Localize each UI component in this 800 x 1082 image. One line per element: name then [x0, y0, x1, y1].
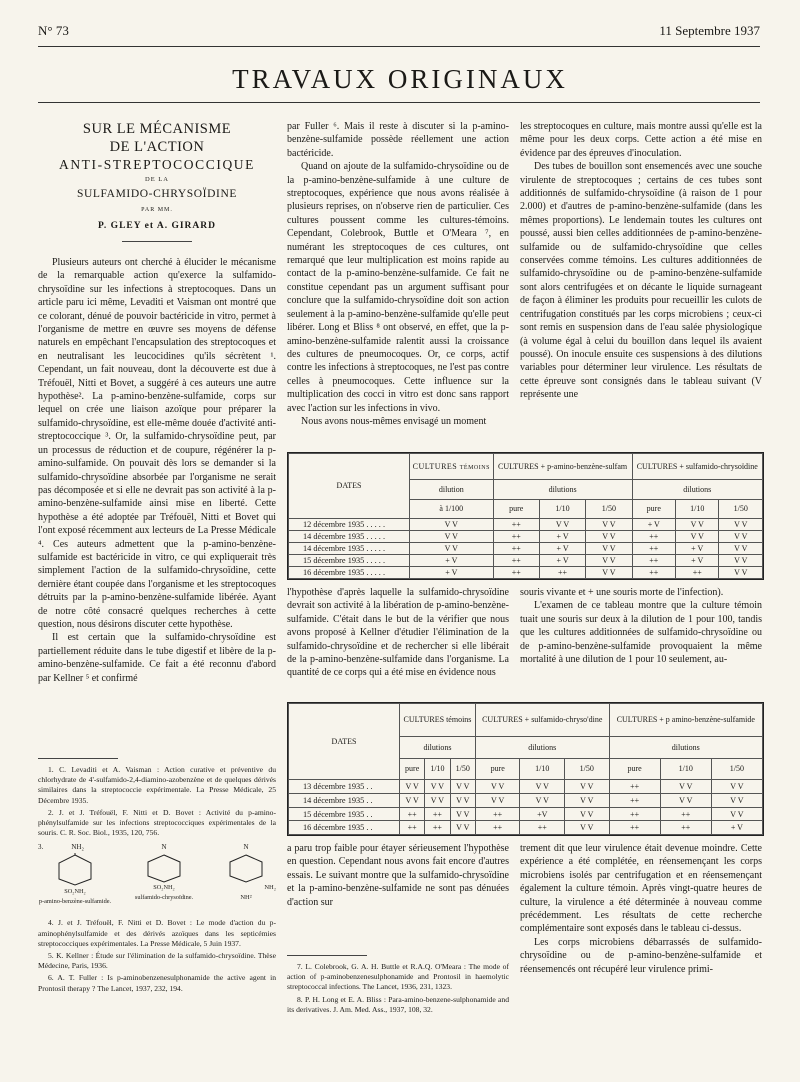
footnotes-col2 [287, 955, 509, 1017]
t1-row [289, 554, 763, 566]
t1-value-cell: V V [586, 530, 632, 542]
t1-value-cell: V V [410, 530, 494, 542]
t1-value-cell: V V [410, 542, 494, 554]
band4-right-text-2: Les corps microbiens débarrassés de sulfamido-chrysoïdine ou de p-amino-benzène-sulfamide et réensemencés ont récupéré leur virulence primi- [520, 936, 762, 975]
title-rule [38, 102, 760, 103]
t1-value-cell: V V [719, 554, 763, 566]
t2-header-temoins: CULTURES témoins [400, 704, 476, 737]
t1-value-cell: V V [719, 566, 763, 578]
t1-header-150-b: 1/50 [719, 499, 763, 518]
t2-value-cell: ++ [660, 807, 711, 821]
t1-row [289, 518, 763, 530]
page-header [38, 20, 760, 42]
chemical-formulas [38, 842, 276, 912]
t2-row [289, 780, 763, 794]
t2-value-cell: V V [450, 807, 475, 821]
formula-right-top2: N [243, 843, 249, 852]
t2-value-cell: V V [475, 794, 520, 808]
band-right-text-2: L'examen de ce tableau montre que la culture témoin tuait une souris sur deux à la dilution de 1 pour 100, tandis que les cultures additionnées de sulfamido-chrysoïdine ou de p-amino-benzène-sulfamide provoquaient la même mortalité à une dilution de 1 pour 10 seulement, au- [520, 600, 762, 666]
t1-value-cell: V V [719, 530, 763, 542]
text-after-table2-right [520, 842, 762, 976]
col1-paragraph-2: Il est certain que la sulfamido-chrysoïdine est partiellement réduite dans le tube digestif et libère de la p-amino-benzène-sulfamide. Ce fait a été reconnu d'abord par Kellner ⁵ et confirmé [38, 632, 276, 684]
t1-value-cell: + V [539, 554, 585, 566]
t1-header-150-a: 1/50 [586, 499, 632, 518]
header-rule [38, 46, 760, 47]
t1-value-cell: ++ [632, 530, 675, 542]
t2-value-cell: V V [450, 821, 475, 835]
t2-value-cell: V V [450, 780, 475, 794]
band4-right-text-1: trement dit que leur virulence était devenue moindre. Cette expérience a été complétée, en réensemençant les corps microbiens isolés par centrifugation et en réensemençant également la culture témoin. Après vingt-quatre heures de culture, la virulence a été déterminée à nouveau comme précédemment. Les résultats de cette recherche complémentaire sont exposés dans le tableau ci-dessus. [520, 843, 762, 935]
t1-header-110-b: 1/10 [675, 499, 718, 518]
t1-row [289, 530, 763, 542]
t1-date-cell: 14 décembre 1935 . . . . . [289, 530, 410, 542]
t1-body [289, 518, 763, 578]
t1-value-cell: + V [539, 542, 585, 554]
formula-right-nh2: NH₂ [264, 883, 276, 891]
t1-date-cell: 12 décembre 1935 . . . . . [289, 518, 410, 530]
t2-value-cell: ++ [609, 807, 660, 821]
t2-value-cell: +V [520, 807, 565, 821]
col2-paragraph-1: par Fuller ⁶. Mais il reste à discuter si la p-amino-benzène-sulfamide possède réellement une action bactéricide. [287, 121, 509, 159]
footnote-8: 8. P. H. Long et E. A. Bliss : Para-amino-benzene-sulphonamide and its derivatives. J. Am. Med. Ass., 1937, 108, 32. [287, 994, 509, 1014]
t2-header-chryso: CULTURES + sulfamido-chryso'dine [475, 704, 609, 737]
formula-chrysoidine-ring2 [216, 842, 276, 912]
t2-value-cell: ++ [425, 807, 450, 821]
benzene-ring-icon [55, 853, 95, 887]
t2-value-cell: ++ [400, 821, 425, 835]
t1-value-cell: + V [675, 542, 718, 554]
t1-value-cell: + V [632, 518, 675, 530]
benzene-ring-icon [226, 853, 266, 883]
issue-date: 11 Septembre 1937 [659, 23, 760, 38]
t2-value-cell: V V [425, 794, 450, 808]
t2-value-cell: V V [565, 807, 610, 821]
t1-value-cell: V V [586, 518, 632, 530]
t2-header-dilutions-c: dilutions [609, 736, 762, 758]
t2-value-cell: ++ [400, 807, 425, 821]
footnote-5: 5. K. Kellner : Étude sur l'élimination de la sulfamido-chrysoïdine. Thèse Médecine, Paris, 1936. [38, 951, 276, 971]
t2-header-dilutions-b: dilutions [475, 736, 609, 758]
formula-chrysoidine [127, 842, 201, 912]
t1-header-chryso: CULTURES + sulfamido-chrysoïdine [632, 454, 762, 480]
t2-value-cell: V V [520, 794, 565, 808]
t2-date-cell: 16 décembre 1935 . . [289, 821, 400, 835]
band-right-text-1: souris vivante et + une souris morte de l'infection). [520, 587, 724, 598]
t2-header-110-c: 1/10 [660, 758, 711, 780]
footnote-6: 6. A. T. Fuller : Is p-aminobenzenesulphonamide the active agent in Prontosil therapy ? The Lancet, 1937, 232, 194. [38, 973, 276, 993]
t1-header-a1100: à 1/100 [410, 499, 494, 518]
t2-value-cell: V V [711, 807, 762, 821]
t2-value-cell: V V [425, 780, 450, 794]
title-line-5: SULFAMIDO-CHRYSOÏDINE [77, 188, 237, 200]
t2-header-150-b: 1/50 [565, 758, 610, 780]
t1-value-cell: V V [719, 518, 763, 530]
col3-paragraph-2: Des tubes de bouillon sont ensemencés avec une souche virulente de streptocoques ; certains de ces tubes sont additionnés de sulfamido-chrysoïdine (à raison de 1 pour 2.000) et d'autres de p-amino-benzène-sulfamide (dans les mêmes proportions). Le lendemain toutes les cultures ont poussé, aussi bien celles additionnées de p-amino-benzène-sulfamide ou de sulfamido-chrysoïdine que celles conservées comme témoins. Les cultures additionnées de sulfamido-chrysoïdine ou de p-amino-benzène-sulfamide sont alors centrifugées et on décante le liquide surnageant de façon à éliminer les produits pour recueillir les culots de centrifugation constitués par les corps microbiens ; ceux-ci sont remis en suspension dans de l'eau salée physiologique (à volume égal à celui du bouillon dans lequel ils avaient poussé). On inocule ensuite ces suspensions à des dilutions variables pour déterminer leur virulence. Les résultats de cette épreuve sont consignés dans le tableau suivant (V représente une [520, 161, 762, 401]
column-1 [38, 120, 276, 685]
t2-header-150-a: 1/50 [450, 758, 475, 780]
formula-left-caption: p-amino-benzène-sulfamide. [38, 897, 112, 905]
formula-sulfamide [38, 842, 112, 912]
t1-header-110-a: 1/10 [539, 499, 585, 518]
t1-value-cell: + V [539, 530, 585, 542]
t1-value-cell: ++ [539, 566, 585, 578]
t1-value-cell: + V [410, 554, 494, 566]
formula-right-nh2b: NH² [240, 893, 252, 901]
t1-header-temoins: CULTURES témoins [410, 454, 494, 480]
t1-date-cell: 16 décembre 1935 . . . . . [289, 566, 410, 578]
t2-date-cell: 15 décembre 1935 . . [289, 807, 400, 821]
col2-paragraph-3: Nous avons nous-mêmes envisagé un moment [301, 415, 487, 427]
t1-header-sulfam: CULTURES + p-amino-benzène-sulfam [493, 454, 632, 480]
footnote-4: 4. J. et J. Tréfouël, F. Nitti et D. Bovet : Le mode d'action du p-aminophénylsulfamide et des dérivés azoïques dans les septicémies streptococciques expérimentales. La Presse Médicale, 5 Juin 1937. [38, 918, 276, 948]
article-title [38, 120, 276, 235]
t1-header-dates: DATES [289, 454, 410, 519]
t1-value-cell: V V [410, 518, 494, 530]
results-table-1 [287, 452, 764, 580]
t2-value-cell: V V [711, 794, 762, 808]
t1-value-cell: + V [410, 566, 494, 578]
title-line-3: ANTI-STREPTOCOCCIQUE [58, 157, 255, 172]
text-after-table2-left [287, 842, 509, 909]
t1-value-cell: ++ [632, 542, 675, 554]
footnote-1: 1. C. Levaditi et A. Vaisman : Action curative et préventive du chlorhydrate de 4'-sulfamido-2,4-diamino-azobenzène et de quelques dérivés similaires dans la streptococcie expérimentale. La Presse Médicale, 25 Décembre 1935. [38, 765, 276, 805]
t2-value-cell: ++ [475, 821, 520, 835]
footnote-rule-2 [287, 955, 367, 956]
section-title: TRAVAUX ORIGINAUX [232, 64, 568, 94]
t2-value-cell: ++ [520, 821, 565, 835]
col2-paragraph-2: Quand on ajoute de la sulfamido-chrysoïdine ou de la p-amino-benzène-sulfamide à une culture de streptocoques, expérience que nous avons réalisée à plusieurs reprises, on n'observe rien de particulier. Ces cultures poussent comme les cultures-témoins. Cependant, Colebrook, Buttle et O'Meara ⁷, en numérant les streptocoques de ces cultures, ont remarqué que leur multiplication est moins rapide au contact de la p-amino-benzène-sulfamide. Ce fait ne constitue cependant pas un argument suffisant pour conclure que la sulfamido-chrysoïdine doit son action seulement à la p-amino-benzène-sulfamide qu'elle peut libérer. Long et Bliss ⁸ ont observé, en effet, que la p-amino-benzène-sulfamide ralentit aussi la croissance des cultures de pneumocoques. Or, ce corps, actif contre les infections à streptocoques, ne l'est pas contre celles à pneumocoques. Cette influence sur la multiplication des cocci in vitro est donc sans rapport avec l'action sur les infections in vivo. [287, 161, 509, 414]
t1-value-cell: V V [719, 542, 763, 554]
col1-paragraph-1: Plusieurs auteurs ont cherché à élucider le mécanisme de la remarquable action qu'exerce la sulfamido-chrysoïdine sur les infections à streptocoques. Dans un article paru ici même, Levaditi et Vaisman ont montré que ce colorant, dénué de pouvoir bactéricide in vitro, permet à l'organisme de mettre en œuvre ses moyens de défense naturels en empêchant l'encapsulation des streptocoques et en neutralisant les leucocidines qu'ils sécrètent ¹. Cependant, un fait nouveau, dont la découverte est due à Tréfouël, Nitti et Bovet, a suggéré à ces auteurs une autre hypothèse². La p-amino-benzène-sulfamide, corps sur lequel on crée une liaison azoïque pour préparer la sulfamido-chrysoïdine, est elle-même douée d'activité anti-streptococcique ³. Or, la sulfamido-chrysoïdine peut, par un processus de réduction et de coupure, régénérer la p-amino-sulfamide. On pouvait dès lors se demander si la sulfamido-chrysoïdine absorbée par l'organisme ne serait pas décomposée et si elle ne devrait pas son activité à la p-amino-benzène-sulfamide ainsi mise en liberté. Cette hypothèse a été adoptée par Tréfouël, Nitti et Bovet qui l'ont exposé récemment aux lecteurs de La Presse Médicale ⁴. Ces auteurs admettent que la p-amino-benzène-sulfamide est bactéricide in vitro, ce qui expliquerait très simplement l'action de la sulfamido-chrysoïdine, cette dernière étant coupée dans l'organisme et les streptocoques détruits par la p-amino-benzène-sulfamide libérée. Ayant de notre côté consacré quelques recherches à cette question, nous désirons discuter cette hypothèse. [38, 257, 276, 630]
t2-body [289, 780, 763, 835]
t2-value-cell: ++ [425, 821, 450, 835]
t2-value-cell: ++ [609, 780, 660, 794]
t1-value-cell: V V [586, 542, 632, 554]
t2-header-150-c: 1/50 [711, 758, 762, 780]
t2-value-cell: V V [450, 794, 475, 808]
t2-value-cell: V V [565, 780, 610, 794]
formula-right-top1: N [161, 843, 167, 852]
t2-header-dilutions-a: dilutions [400, 736, 476, 758]
t2-header-pure-a: pure [400, 758, 425, 780]
title-short-rule [122, 241, 192, 242]
band-left-text: l'hypothèse d'après laquelle la sulfamido-chrysoïdine devrait son activité à la libération de p-amino-benzène-sulfamide. C'était dans le but de la vérifier que nous avons proposé à Kellner d'étudier l'élimination de la sulfamido-chrysoïdine et de rechercher si elle libérait de la p-amino-benzène-sulfamide dans l'organisme. La quantité de ce corps qui a été mise en évidence nous [287, 587, 509, 679]
article-authors: P. GLEY et A. GIRARD [98, 221, 216, 231]
t2-value-cell: + V [711, 821, 762, 835]
t1-value-cell: V V [675, 518, 718, 530]
t1-value-cell: ++ [632, 554, 675, 566]
t2-header-dates: DATES [289, 704, 400, 780]
t2-row [289, 807, 763, 821]
formula-number: 3. [38, 843, 44, 852]
t1-value-cell: ++ [493, 518, 539, 530]
formula-right-bottom: SO₂NH₂ [153, 883, 175, 891]
t2-value-cell: V V [660, 780, 711, 794]
t2-header-110-b: 1/10 [520, 758, 565, 780]
t2-value-cell: V V [475, 780, 520, 794]
footnote-7: 7. L. Colebrook, G. A. H. Buttle et R.A.Q. O'Meara : The mode of action of p-aminobenzenesulphonamide and Prontosil in haemolytic streptococcal infections. The Lancet, 1936, 231, 1323. [287, 962, 509, 992]
benzene-ring-icon [144, 853, 184, 883]
t1-value-cell: ++ [493, 566, 539, 578]
t1-header-dilutions-a: dilutions [493, 480, 632, 499]
title-line-2: DE L'ACTION [109, 139, 205, 155]
results-table-2 [287, 702, 764, 836]
par-label: PAR MM. [141, 207, 173, 213]
t2-value-cell: ++ [660, 821, 711, 835]
t2-value-cell: V V [400, 780, 425, 794]
t1-header-pure-a: pure [493, 499, 539, 518]
t2-header-sulfam: CULTURES + p amino-benzène-sulfamide [609, 704, 762, 737]
column-3 [520, 120, 762, 402]
formula-left-top: NH₂ [71, 843, 84, 852]
t2-header-pure-c: pure [609, 758, 660, 780]
t1-date-cell: 14 décembre 1935 . . . . . [289, 542, 410, 554]
t2-value-cell: V V [711, 780, 762, 794]
t2-value-cell: ++ [609, 821, 660, 835]
formula-right-caption: sulfamido-chrysoïdine. [134, 893, 194, 901]
footnotes-col1 [38, 758, 276, 996]
t1-value-cell: V V [586, 554, 632, 566]
issue-number: N° 73 [38, 23, 69, 38]
footnote-rule [38, 758, 118, 759]
band3-left-text: a paru trop faible pour étayer sérieusement l'hypothèse en question. Cependant nous avons fait encore d'autres essais. Le suivant montre que la sulfamido-chrysoïdine et la p-amino-benzène-sulfamide ne sont pas dénuées d'action sur [287, 843, 509, 908]
t1-value-cell: + V [675, 554, 718, 566]
column-2 [287, 120, 509, 428]
t2-value-cell: ++ [475, 807, 520, 821]
t1-date-cell: 15 décembre 1935 . . . . . [289, 554, 410, 566]
t2-value-cell: V V [565, 794, 610, 808]
t2-header-pure-b: pure [475, 758, 520, 780]
t1-value-cell: ++ [493, 542, 539, 554]
t2-date-cell: 14 décembre 1935 . . [289, 794, 400, 808]
text-after-table1-right [520, 586, 762, 666]
t2-value-cell: ++ [609, 794, 660, 808]
t1-header-pure-b: pure [632, 499, 675, 518]
t1-value-cell: V V [586, 566, 632, 578]
footnote-2: 2. J. et J. Tréfouël, F. Nitti et D. Bovet : Activité du p-amino-phénylsulfamide sur les infections streptococciques expérimentales de la souris. C. R. Soc. Biol., 1935, 120, 756. [38, 807, 276, 838]
t1-header-dilutions-b: dilutions [632, 480, 762, 499]
t2-row [289, 794, 763, 808]
t1-value-cell: V V [539, 518, 585, 530]
t2-value-cell: V V [565, 821, 610, 835]
t2-row [289, 821, 763, 835]
t2-date-cell: 13 décembre 1935 . . [289, 780, 400, 794]
title-line-4: DE LA [145, 176, 169, 183]
t1-header-dilution: dilution [410, 480, 494, 499]
t1-value-cell: ++ [493, 554, 539, 566]
t2-header-110-a: 1/10 [425, 758, 450, 780]
t1-value-cell: V V [675, 530, 718, 542]
t1-row [289, 566, 763, 578]
t1-value-cell: ++ [675, 566, 718, 578]
t2-value-cell: V V [520, 780, 565, 794]
t2-value-cell: V V [660, 794, 711, 808]
formula-left-bottom: SO₂NH₂ [64, 887, 86, 895]
col3-paragraph-1: les streptocoques en culture, mais montre aussi qu'elle est la même pour les deux corps. Cette action a été mise en évidence par des épreuves d'inoculation. [520, 121, 762, 159]
t1-value-cell: ++ [493, 530, 539, 542]
t1-row [289, 542, 763, 554]
title-line-1: SUR LE MÉCANISME [82, 121, 232, 137]
t2-value-cell: V V [400, 794, 425, 808]
text-after-table1-left [287, 586, 509, 680]
t1-value-cell: ++ [632, 566, 675, 578]
